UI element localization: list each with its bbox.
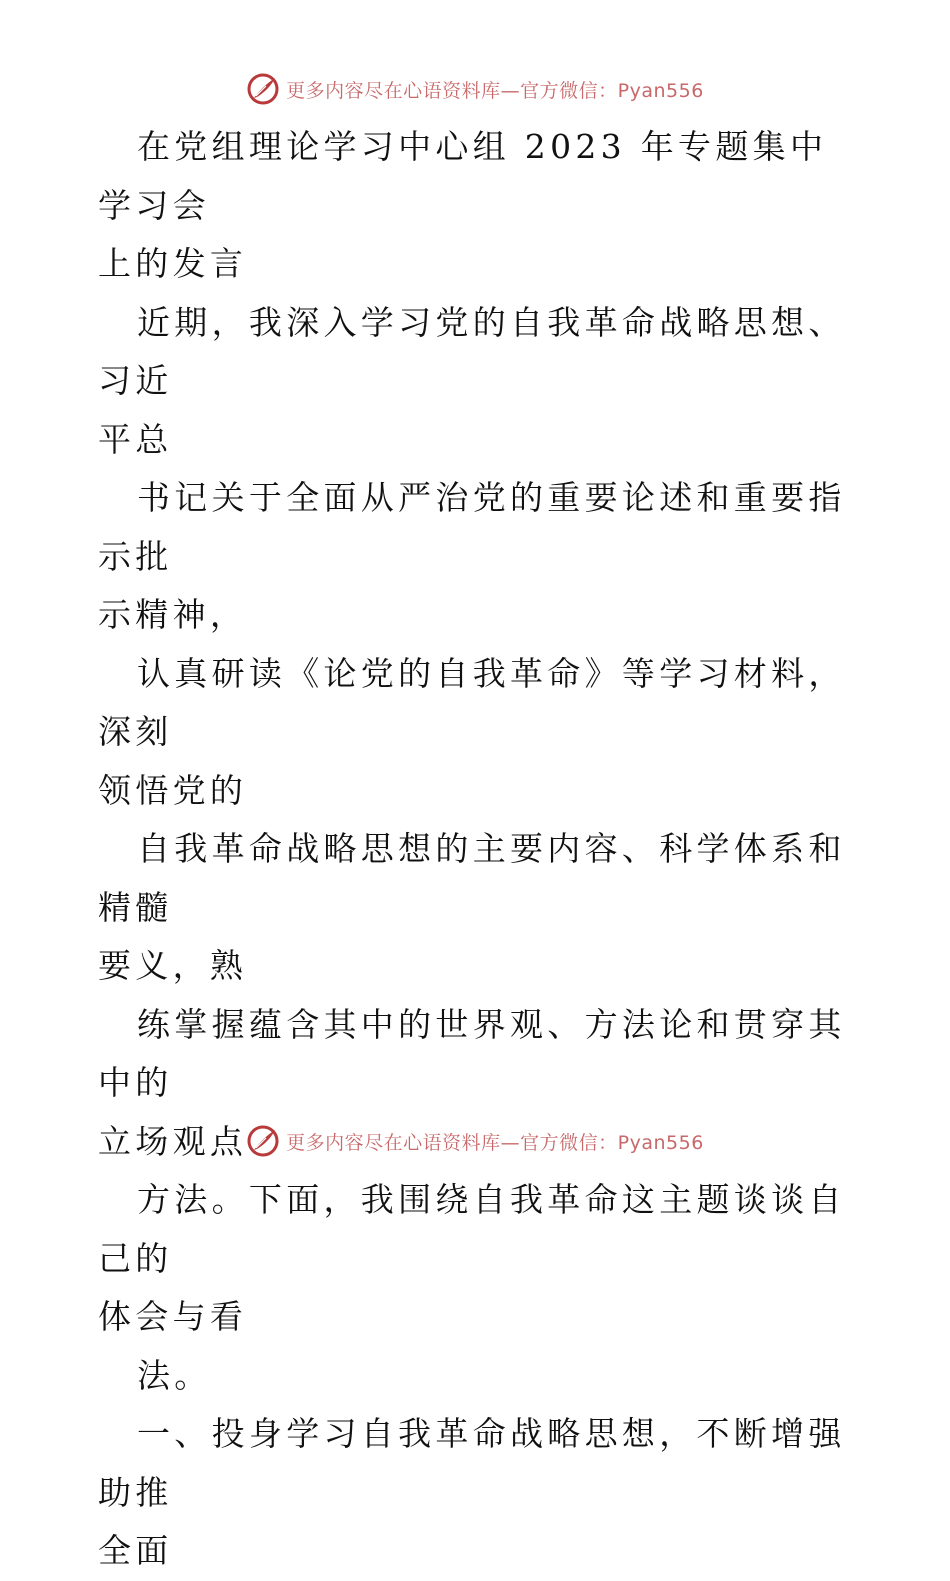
line-main: 认真研读《论党的自我革命》等学习材料，深刻 xyxy=(98,653,846,751)
footer-banner-text xyxy=(286,1128,704,1155)
header-site-text: 更多内容尽在心语资料库 xyxy=(286,79,501,102)
paragraph xyxy=(98,294,858,470)
paragraph xyxy=(98,645,858,821)
paragraph xyxy=(98,1171,858,1347)
section-heading xyxy=(98,1405,858,1581)
line-main: 书记关于全面从严治党的重要论述和重要指示批 xyxy=(98,478,846,576)
footer-banner xyxy=(0,1124,950,1158)
paragraph xyxy=(98,1347,858,1406)
line-tail: 全面 xyxy=(98,1531,173,1570)
line-tail: 上的发言 xyxy=(98,244,248,283)
line-main: 练掌握蕴含其中的世界观、方法论和贯穿其中的 xyxy=(98,1004,846,1102)
footer-separator: — xyxy=(500,1131,521,1154)
header-contact-text: 官方微信：Pyan556 xyxy=(520,79,704,102)
line-main: 方法。下面，我围绕自我革命这主题谈谈自己的 xyxy=(98,1180,846,1278)
line-main: 近期，我深入学习党的自我革命战略思想、习近 xyxy=(98,302,846,400)
line-main: 法。 xyxy=(137,1355,212,1395)
line-tail: 平总 xyxy=(98,419,173,459)
paragraph xyxy=(98,469,858,645)
line-main: 在党组理论学习中心组 2023 年专题集中学习会 xyxy=(98,127,828,225)
line-tail: 要义，熟 xyxy=(98,946,248,985)
line-main: 一、投身学习自我革命战略思想，不断增强助推 xyxy=(98,1414,846,1512)
document-body xyxy=(98,118,858,1581)
line-main: 自我革命战略思想的主要内容、科学体系和精髓 xyxy=(98,829,846,927)
line-tail: 立场观点 xyxy=(98,1121,248,1161)
paragraph-title xyxy=(98,118,858,294)
feather-pen-logo-icon xyxy=(246,72,280,106)
footer-site-text: 更多内容尽在心语资料库 xyxy=(286,1131,501,1154)
header-separator: — xyxy=(500,79,521,102)
header-banner xyxy=(0,72,950,106)
header-banner-text xyxy=(286,76,704,103)
feather-pen-logo-icon xyxy=(246,1124,280,1158)
line-tail: 领悟党的 xyxy=(98,770,248,810)
footer-contact-text: 官方微信：Pyan556 xyxy=(520,1131,704,1154)
paragraph xyxy=(98,820,858,996)
line-tail: 示精神， xyxy=(98,595,248,634)
line-tail: 体会与看 xyxy=(98,1297,248,1336)
